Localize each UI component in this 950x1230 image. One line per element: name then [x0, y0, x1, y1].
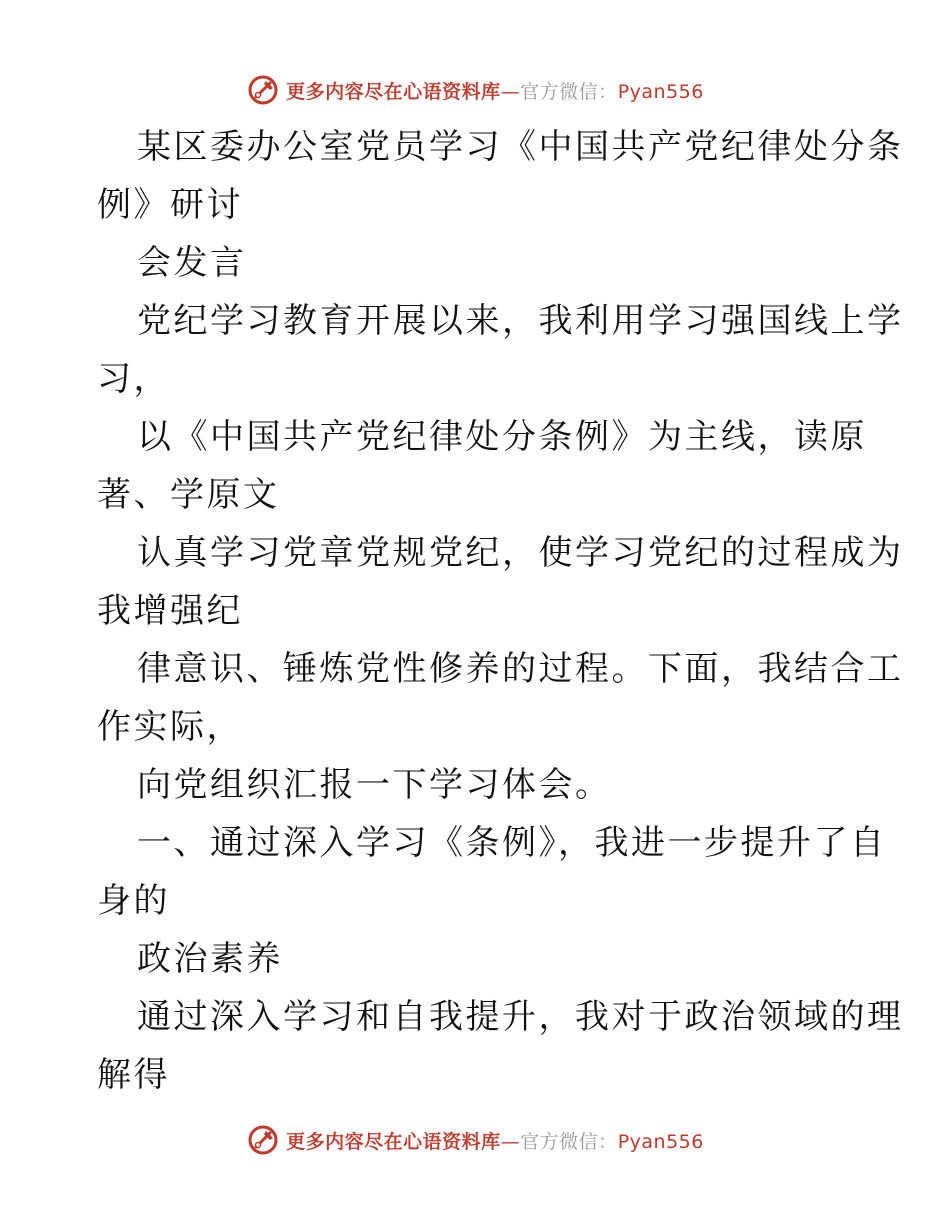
body-text-line: 向党组织汇报一下学习体会。: [137, 765, 612, 805]
red-seal-logo-icon: [246, 73, 280, 107]
footer-official-label: 官方微信：: [520, 1130, 618, 1153]
footer-wechat-id: Pyan556: [617, 1130, 704, 1153]
body-text-line: 解得: [97, 1055, 170, 1095]
body-text-line: 认真学习党章党规党纪，使学习党纪的过程成为: [137, 533, 904, 573]
body-text-line: 我增强纪: [97, 591, 243, 631]
footer-banner-text: [286, 1127, 704, 1154]
body-text-line: 律意识、锤炼党性修养的过程。下面，我结合工: [137, 649, 904, 689]
document-body: [97, 118, 904, 1104]
body-text-line: 政治素养: [137, 939, 283, 979]
body-text-line: 例》研讨: [97, 185, 243, 225]
body-text-line: 著、学原文: [97, 475, 280, 515]
red-seal-logo-icon: [246, 1123, 280, 1157]
header-official-label: 官方微信：: [520, 80, 618, 103]
body-text-line: 身的: [97, 881, 170, 921]
header-banner: [0, 70, 950, 110]
footer-banner-content: [246, 1123, 704, 1157]
footer-banner: [0, 1120, 950, 1160]
header-wechat-id: Pyan556: [617, 80, 704, 103]
body-text-line: 作实际，: [97, 707, 243, 747]
body-text-line: 以《中国共产党纪律处分条例》为主线，读原: [137, 417, 867, 457]
header-site-name: 更多内容尽在心语资料库: [286, 80, 501, 103]
header-banner-content: [246, 73, 704, 107]
header-dash: —: [500, 80, 521, 103]
body-text-line: 习，: [97, 359, 170, 399]
footer-dash: —: [500, 1130, 521, 1153]
body-text-line: 通过深入学习和自我提升，我对于政治领域的理: [137, 997, 904, 1037]
header-banner-text: [286, 77, 704, 104]
body-text-line: 某区委办公室党员学习《中国共产党纪律处分条: [137, 127, 904, 167]
body-text-line: 党纪学习教育开展以来，我利用学习强国线上学: [137, 301, 904, 341]
body-text-line: 会发言: [137, 243, 247, 283]
body-text-line: 一、通过深入学习《条例》，我进一步提升了自: [137, 823, 887, 863]
footer-site-name: 更多内容尽在心语资料库: [286, 1130, 501, 1153]
